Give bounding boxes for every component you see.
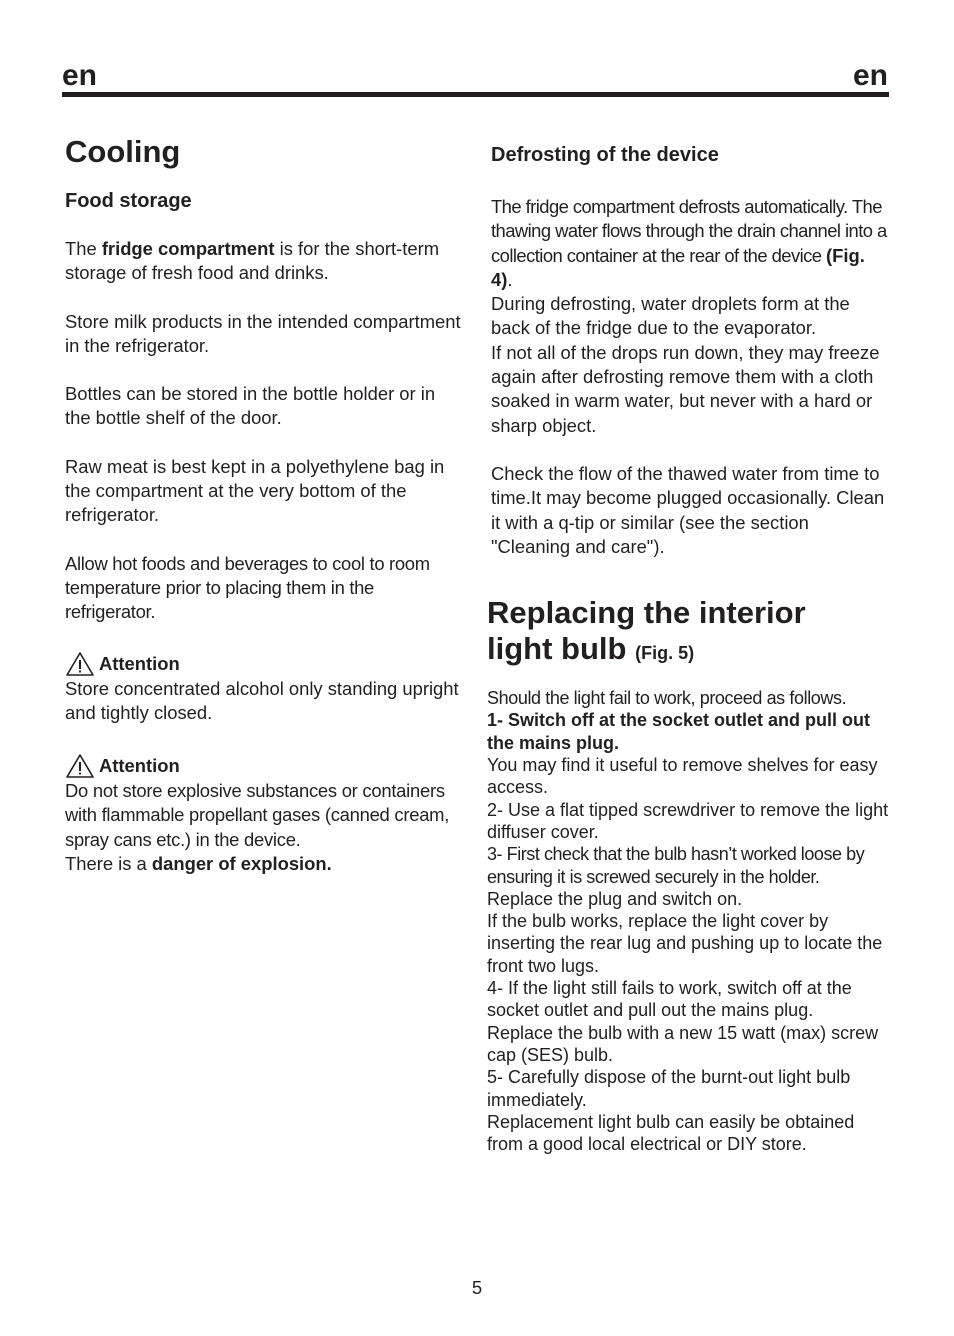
attention-2-header bbox=[65, 753, 465, 779]
replacing-title-figure-ref: (Fig. 5) bbox=[635, 643, 695, 664]
attention-2-danger: There is a danger of explosion. bbox=[65, 853, 332, 875]
defrosting-section bbox=[491, 195, 891, 559]
right-column bbox=[487, 143, 891, 1155]
defrosting-paragraph-3: If not all of the drops run down, they may freeze again after defrosting remove them with a cloth soaked in warm water, but never with a hard or sharp object. bbox=[491, 341, 880, 436]
replacing-step-1-text: You may find it useful to remove shelves for easy access. bbox=[487, 755, 878, 798]
language-label-right: en bbox=[852, 59, 888, 92]
food-storage-paragraph-2: Store milk products in the intended compartment in the refrigerator. bbox=[65, 310, 461, 356]
replacing-step-3c: If the bulb works, replace the light cover by inserting the rear lug and pushing up to locate the front two lugs. bbox=[487, 911, 883, 976]
food-storage-paragraph-4: Raw meat is best kept in a polyethylene bag in the compartment at the very bottom of the refrigerator. bbox=[65, 455, 445, 526]
left-column bbox=[65, 133, 465, 876]
replacing-step-5: 5- Carefully dispose of the burnt-out light bulb immediately. bbox=[487, 1067, 851, 1110]
replacing-step-4b: Replace the bulb with a new 15 watt (max) screw cap (SES) bulb. bbox=[487, 1022, 879, 1065]
food-storage-paragraph-3: Bottles can be stored in the bottle holder or in the bottle shelf of the door. bbox=[65, 383, 436, 429]
replacing-closing: Replacement light bulb can easily be obtained from a good local electrical or DIY store. bbox=[487, 1111, 855, 1155]
defrosting-paragraph-2: During defrosting, water droplets form at the back of the fridge due to the evaporator. bbox=[491, 293, 850, 339]
replacing-step-4: 4- If the light still fails to work, switch off at the socket outlet and pull out the mains plug. bbox=[487, 978, 852, 1021]
language-label-left: en bbox=[62, 59, 98, 92]
attention-1-label: Attention bbox=[99, 652, 180, 674]
page-number: 5 bbox=[471, 1277, 483, 1298]
replacing-section bbox=[487, 687, 891, 1155]
replacing-step-3: 3- First check that the bulb hasn’t worked loose by ensuring it is screwed securely in the holder. bbox=[487, 844, 865, 887]
cooling-title: Cooling bbox=[65, 134, 181, 169]
defrosting-paragraph-4: Check the flow of the thawed water from time to time.It may become plugged occasionally. Clean it with a q-tip or similar (see the section "Cleaning and care"). bbox=[491, 462, 885, 557]
defrosting-paragraph-1: The fridge compartment defrosts automatically. The thawing water flows through the drain channel into a collection container at the rear of the device (Fig. 4). bbox=[491, 196, 887, 290]
food-storage-paragraph-1: The fridge compartment is for the short-term storage of fresh food and drinks. bbox=[65, 238, 440, 284]
warning-triangle-icon bbox=[65, 651, 95, 677]
replacing-step-3b: Replace the plug and switch on. bbox=[487, 888, 743, 909]
attention-2-label: Attention bbox=[99, 755, 180, 777]
food-storage-heading: Food storage bbox=[65, 190, 192, 212]
replacing-title: Replacing the interior light bulb (Fig. 5) bbox=[487, 595, 806, 667]
warning-triangle-icon bbox=[65, 753, 95, 779]
header-rule bbox=[62, 92, 889, 97]
replacing-step-1-bold: 1- Switch off at the socket outlet and pull out the mains plug. bbox=[487, 710, 871, 753]
defrosting-heading: Defrosting of the device bbox=[491, 144, 719, 166]
food-storage-paragraph-5: Allow hot foods and beverages to cool to room temperature prior to placing them in the refrigerator. bbox=[65, 552, 430, 623]
replacing-intro: Should the light fail to work, proceed as follows. bbox=[487, 688, 847, 709]
attention-1-header bbox=[65, 651, 465, 677]
attention-2-text: Do not store explosive substances or containers with flammable propellant gases (canned cream, spray cans etc.) in the device. bbox=[65, 780, 450, 850]
attention-1-text: Store concentrated alcohol only standing upright and tightly closed. bbox=[65, 677, 459, 723]
replacing-step-2: 2- Use a flat tipped screwdriver to remove the light diffuser cover. bbox=[487, 799, 889, 842]
